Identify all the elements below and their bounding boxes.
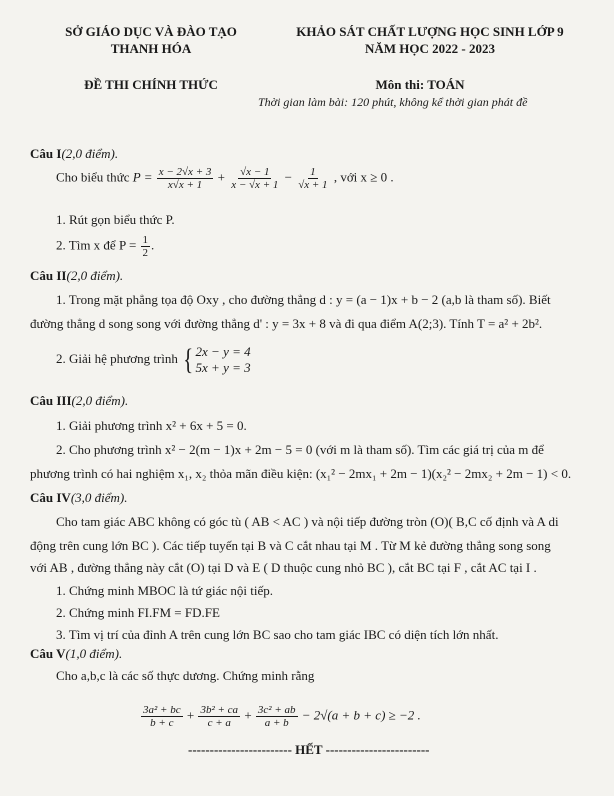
q5-heading <box>30 646 122 662</box>
q1-title: Câu I <box>30 146 62 161</box>
q5-title: Câu V <box>30 646 66 661</box>
q1-fraction-3 <box>296 166 329 191</box>
q1-part-2-text: 2. Tìm x để P = <box>56 237 137 253</box>
q5-fraction-3 <box>256 704 298 729</box>
q1-part-2-end: . <box>151 237 155 253</box>
q2-heading <box>30 268 123 284</box>
q1-part-2 <box>56 234 154 259</box>
q3-points: (2,0 điểm). <box>71 393 129 408</box>
q3-part-2-line-1: 2. Cho phương trình x² − 2(m − 1)x + 2m − 5 = 0 (với m là tham số). Tìm các giá trị của m để <box>56 442 544 457</box>
q1-part-1: 1. Rút gọn biểu thức P. <box>56 212 175 227</box>
q5-fraction-1 <box>141 704 183 729</box>
q1-part-2-num: 1 <box>142 234 149 246</box>
q4-line-1: Cho tam giác ABC không có góc tù ( AB < AC ) và nội tiếp đường tròn (O)( B,C cố định và A di <box>56 514 559 529</box>
q4-part-2: 2. Chứng minh FI.FM = FD.FE <box>56 605 220 620</box>
time-label: Thời gian làm bài: 120 phút, không kể thời gian phát đề <box>258 95 528 109</box>
q5-f3-num: 3c² + ab <box>257 704 296 716</box>
q4-part-1: 1. Chứng minh MBOC là tứ giác nội tiếp. <box>56 583 274 598</box>
q5-f2-num: 3b² + ca <box>200 704 239 716</box>
q2-part-1-line-2: đường thẳng d song song với đường thẳng d' : y = 3x + 8 và đi qua điểm A(2;3). Tính T = a² + 2b². <box>30 316 543 331</box>
q5-f1-num: 3a² + bc <box>143 704 181 716</box>
q2-eq-1: 2x − y = 4 <box>195 344 251 359</box>
q5-inequality <box>140 704 421 729</box>
q1-part-2-den: 2 <box>142 247 149 259</box>
q1-condition: , với x ≥ 0 . <box>333 169 394 185</box>
q1-f1-den: x√x + 1 <box>167 179 203 191</box>
q5-plus-2: + <box>244 707 252 723</box>
q3-part-2-line-2: phương trình có hai nghiệm x₁, x₂ thỏa mãn điều kiện: (x₁² − 2mx₁ + 2m − 1)(x₂² − 2mx₂ + 2m − 1) < 0. <box>30 466 572 481</box>
q2-title: Câu II <box>30 268 67 283</box>
q1-p-eq: P = <box>132 169 153 185</box>
q2-part-1-line-1: 1. Trong mặt phẳng tọa độ Oxy , cho đường thẳng d : y = (a − 1)x + b − 2 (a,b là tham số). Biết <box>56 292 551 307</box>
q1-fraction-1 <box>157 166 214 191</box>
q5-f3-den: a + b <box>264 717 289 729</box>
q1-f1-num: x − 2√x + 3 <box>158 166 212 178</box>
q5-points: (1,0 điểm). <box>65 646 123 661</box>
q1-part-2-fraction <box>141 234 151 259</box>
q1-points: (2,0 điểm). <box>61 146 119 161</box>
equation-system <box>196 344 251 376</box>
q5-fraction-2 <box>198 704 240 729</box>
q2-points: (2,0 điểm). <box>66 268 124 283</box>
subject-label: Môn thi: TOÁN <box>375 77 465 92</box>
q1-intro: Cho biểu thức <box>56 169 130 185</box>
q3-part-1: 1. Giải phương trình x² + 6x + 5 = 0. <box>56 418 247 433</box>
q1-f3-num: 1 <box>310 166 316 178</box>
q2-eq-2: 5x + y = 3 <box>195 360 251 375</box>
q1-f3-den: √x + 1 <box>298 179 328 191</box>
system-brace: { <box>183 343 194 376</box>
q1-heading <box>30 146 118 162</box>
q5-f1-den: b + c <box>150 717 174 729</box>
q3-title: Câu III <box>30 393 72 408</box>
q1-f2-den: x − √x + 1 <box>231 179 279 191</box>
q1-f2-num: √x − 1 <box>240 166 270 178</box>
q4-line-3: với AB , đường thẳng này cắt (O) tại D và E ( D thuộc cung nhỏ BC ), cắt BC tại F , cắt AC tại I . <box>30 560 537 575</box>
q5-plus-1: + <box>186 707 195 723</box>
exam-title-line-1: KHẢO SÁT CHẤT LƯỢNG HỌC SINH LỚP 9 <box>296 24 564 39</box>
q4-points: (3,0 điểm). <box>70 490 128 505</box>
q4-heading <box>30 490 128 506</box>
q5-intro: Cho a,b,c là các số thực dương. Chứng minh rằng <box>56 668 315 683</box>
end-marker: ------------------------ HẾT ------------------------ <box>188 742 430 757</box>
q4-title: Câu IV <box>30 490 71 505</box>
official-label: ĐỀ THI CHÍNH THỨC <box>84 77 218 92</box>
exam-title-line-2: NĂM HỌC 2022 - 2023 <box>365 41 495 56</box>
org-line-1: SỞ GIÁO DỤC VÀ ĐÀO TẠO <box>65 24 237 39</box>
q5-tail: − 2√(a + b + c) ≥ −2 . <box>301 707 421 723</box>
q1-fraction-2 <box>229 166 280 191</box>
q4-part-3: 3. Tìm vị trí của đỉnh A trên cung lớn BC sao cho tam giác IBC có diện tích lớn nhất. <box>56 627 499 642</box>
q5-f2-den: c + a <box>207 717 231 729</box>
q2-part-2-text: 2. Giải hệ phương trình <box>56 350 178 366</box>
q1-expression <box>56 166 394 191</box>
q4-line-2: động trên cung lớn BC ). Các tiếp tuyến tại B và C cắt nhau tại M . Từ M kẻ đường thẳng song song <box>30 538 551 553</box>
q1-minus: − <box>284 169 292 185</box>
q3-heading <box>30 393 128 409</box>
q2-part-2 <box>56 344 251 376</box>
q1-plus: + <box>217 169 225 185</box>
org-line-2: THANH HÓA <box>110 41 192 56</box>
